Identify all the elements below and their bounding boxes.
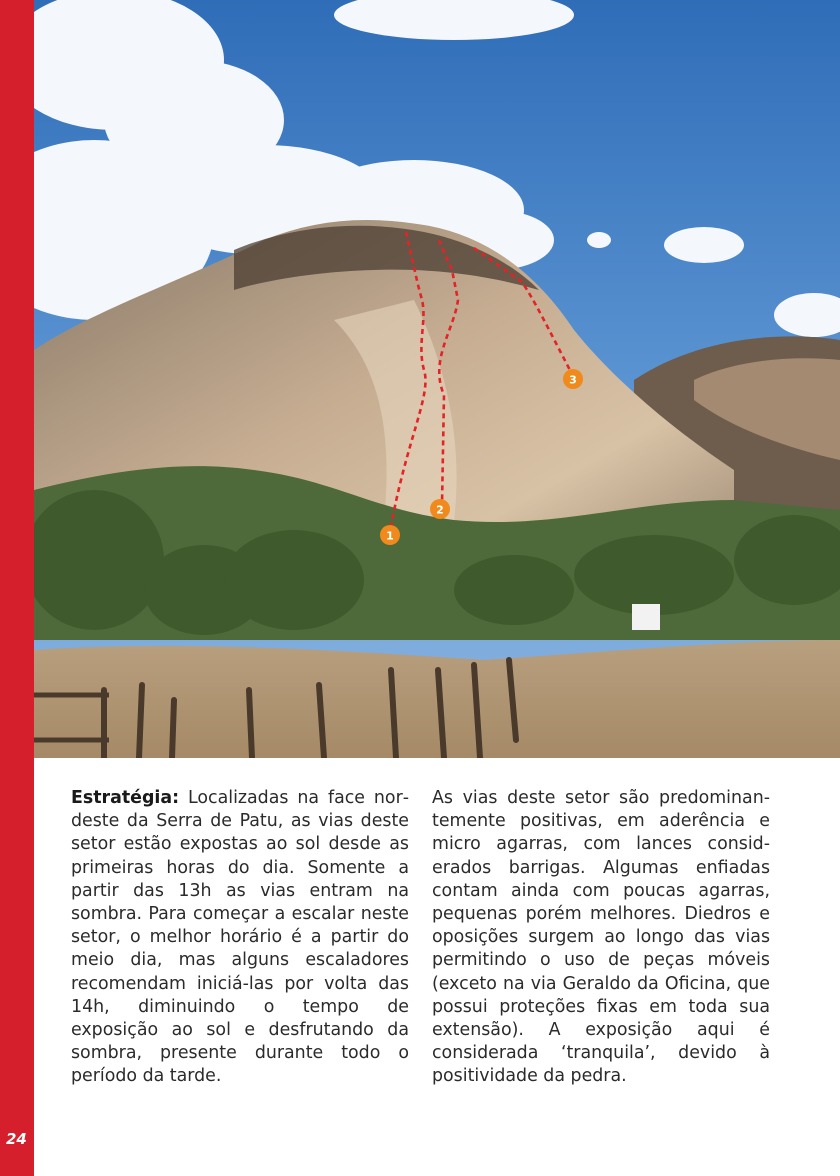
svg-text:2: 2 (436, 503, 444, 517)
left-paragraph: Localizadas na face nordeste da Serra de Patu, as vias deste setor estão expostas ao sol desde as primeiras horas do dia. Somente a partir das 13h as vias entram na sombra. Para começar a escalar neste setor, o melhor horário é a partir do meio dia, mas alguns escaladores recomendam iniciá-las por volta das 14h, diminuindo o tempo de exposição ao sol e desfrutando da sombra, presente durante todo o período da tarde. (71, 788, 409, 1087)
rock-dome-photo (34, 0, 840, 758)
red-side-bar (0, 0, 34, 1176)
svg-text:1: 1 (386, 529, 394, 543)
route-marker-2 (430, 499, 450, 519)
left-text-column (71, 787, 409, 1089)
route-marker-1 (380, 525, 400, 545)
svg-text:3: 3 (569, 373, 577, 387)
strategy-heading: Estratégia: (71, 788, 180, 808)
route-marker-3 (563, 369, 583, 389)
right-paragraph: As vias deste setor são predominantemente positivas, em aderência e micro agarras, com lances considerados barrigas. Algumas enfiadas contam ainda com poucas agarras, pequenas porém melhores. Diedros e oposições surgem ao longo das vias permitindo o uso de peças móveis (exceto na via Geraldo da Oficina, que possui proteções fixas em toda sua extensão). A exposição aqui é considerada ‘tranquila’, devido à positividade da pedra. (432, 788, 770, 1087)
page-number: 24 (6, 1130, 27, 1148)
right-text-column (432, 787, 770, 1089)
